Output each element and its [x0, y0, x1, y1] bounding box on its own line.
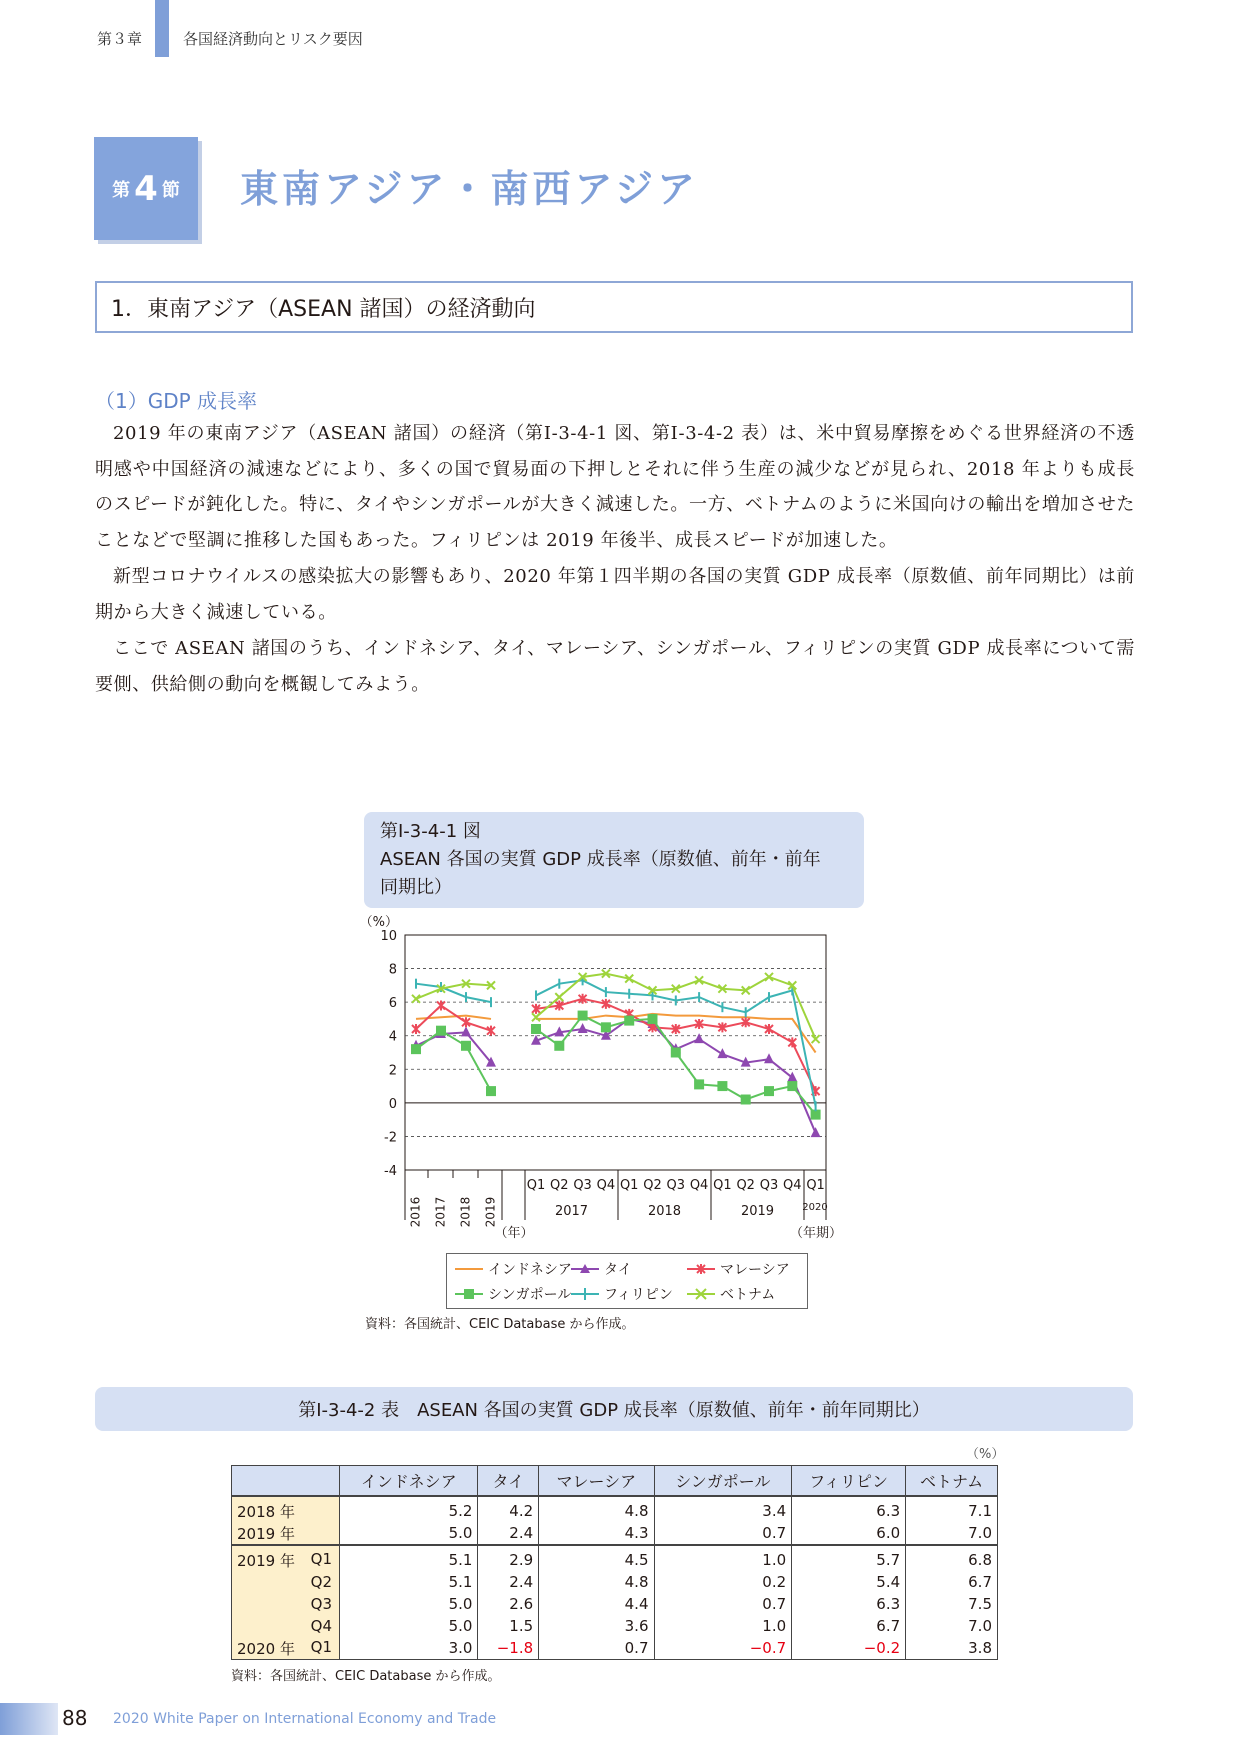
subsection-title: 1．東南アジア（ASEAN 諸国）の経済動向	[111, 296, 536, 322]
column-header: フィリピン	[792, 1466, 906, 1497]
data-point-square	[648, 1014, 658, 1024]
table-cell: 4.2	[478, 1496, 539, 1522]
series-line-quarterly	[536, 980, 816, 1106]
x-year-group-label: 2017	[554, 1204, 589, 1219]
table-cell: 6.7	[792, 1615, 906, 1637]
table-cell: −0.2	[792, 1637, 906, 1660]
table-cell: 4.8	[539, 1571, 654, 1593]
row-quarter: Q1	[310, 1637, 332, 1656]
legend-line-marker	[455, 1262, 485, 1276]
data-point-star	[718, 1022, 726, 1032]
data-point-star	[462, 1017, 470, 1027]
series-line-quarterly	[536, 999, 816, 1091]
table-cell: 6.3	[792, 1593, 906, 1615]
row-label	[232, 1571, 340, 1593]
data-point-star	[695, 1019, 703, 1029]
table-cell: 2.4	[478, 1571, 539, 1593]
data-point-cross	[718, 985, 726, 993]
legend-item-thailand	[571, 1258, 632, 1280]
x-quarter-label: Q3	[759, 1178, 779, 1193]
legend-item-philippines	[571, 1283, 673, 1305]
table-cell: 4.5	[539, 1545, 654, 1571]
y-tick-label: 10	[380, 929, 397, 944]
data-point-triangle	[578, 1023, 588, 1033]
data-point-triangle	[764, 1053, 774, 1063]
x-annual-unit: （年）	[494, 1226, 534, 1241]
legend-item-singapore	[455, 1283, 571, 1305]
paragraph: 2019 年の東南アジア（ASEAN 諸国）の経済（第Ⅰ-3-4-1 図、第Ⅰ-3-4-2 表）は、米中貿易摩擦をめぐる世界経済の不透明感や中国経済の減速などにより、多くの国で貿易面の下押しとそれに伴う生産の減少などが見られ、2018 年よりも成長のスピードが鈍化した。特に、タイやシンガポールが大きく減速した。一方、ベトナムのように米国向けの輸出を増加させたことなどで堅調に推移した国もあった。フィリピンは 2019 年後半、成長スピードが加速した。	[95, 423, 1135, 551]
data-point-triangle	[554, 1026, 564, 1036]
data-point-triangle	[601, 1030, 611, 1040]
table-cell: 7.1	[906, 1496, 998, 1522]
x-annual-label: 2016	[408, 1196, 423, 1228]
x-quarter-label: Q4	[689, 1178, 709, 1193]
x-quarter-label: Q4	[783, 1178, 802, 1193]
x-quarter-label: Q2	[550, 1178, 569, 1193]
data-point-star	[602, 999, 610, 1009]
chart-legend	[446, 1253, 808, 1309]
table-row	[232, 1522, 998, 1545]
table-cell: −0.7	[654, 1637, 792, 1660]
table-cell: 0.2	[654, 1571, 792, 1593]
data-point-star	[672, 1024, 680, 1034]
series-line-annual	[416, 984, 491, 1002]
x-year-group-label: 2018	[647, 1204, 682, 1219]
row-year: 2019 年	[237, 1551, 295, 1570]
row-label	[232, 1496, 340, 1522]
figure-source: 資料：各国統計、CEIC Database から作成。	[365, 1317, 635, 1332]
table-cell: −1.8	[478, 1637, 539, 1660]
legend-star-marker	[687, 1262, 717, 1276]
table-row	[232, 1545, 998, 1571]
table-cell: 4.3	[539, 1522, 654, 1545]
figure-number: 第Ⅰ-3-4-1 図	[380, 821, 481, 842]
y-tick-label: 0	[388, 1096, 397, 1112]
table-caption: 第Ⅰ-3-4-2 表 ASEAN 各国の実質 GDP 成長率（原数値、前年・前年同期比）	[95, 1387, 1133, 1431]
table-cell: 2.9	[478, 1545, 539, 1571]
data-point-star	[555, 1001, 563, 1011]
table-cell: 7.0	[906, 1522, 998, 1545]
data-point-star	[812, 1086, 820, 1096]
data-point-cross	[532, 1013, 540, 1021]
data-point-cross	[487, 981, 495, 989]
y-tick-label: 6	[388, 996, 397, 1012]
table-cell: 4.8	[539, 1496, 654, 1522]
table-source: 資料：各国統計、CEIC Database から作成。	[231, 1669, 501, 1684]
data-point-square	[531, 1024, 541, 1034]
data-point-square	[671, 1048, 681, 1058]
x-quarter-label: Q3	[573, 1178, 592, 1193]
table-cell: 4.4	[539, 1593, 654, 1615]
data-point-triangle	[436, 1028, 446, 1038]
data-point-star	[579, 994, 587, 1004]
figure-title-line: 同期比）	[380, 877, 452, 898]
row-label	[232, 1637, 340, 1660]
data-point-triangle	[787, 1072, 797, 1082]
page-number: 88	[62, 1706, 88, 1730]
data-point-star	[532, 1004, 540, 1014]
x-year-group-label: 2019	[740, 1204, 775, 1219]
data-point-square	[411, 1044, 421, 1054]
data-point-triangle	[671, 1043, 681, 1053]
table-cell: 1.0	[654, 1615, 792, 1637]
table-cell: 5.2	[340, 1496, 478, 1522]
y-tick-label: 4	[388, 1029, 397, 1045]
row-quarter: Q1	[310, 1549, 332, 1568]
table-row	[232, 1593, 998, 1615]
legend-label: フィリピン	[604, 1287, 673, 1303]
x-annual-label: 2017	[433, 1196, 448, 1228]
x-year-group-label: 2020	[802, 1202, 828, 1213]
body-text	[95, 416, 1135, 703]
row-label	[232, 1615, 340, 1637]
data-point-square	[601, 1022, 611, 1032]
data-point-triangle	[811, 1127, 821, 1137]
data-point-star	[437, 1001, 445, 1011]
legend-item-malaysia	[687, 1258, 790, 1280]
y-tick-label: -2	[384, 1130, 397, 1146]
y-tick-label: -4	[384, 1164, 397, 1179]
table-cell: 7.0	[906, 1615, 998, 1637]
table-row	[232, 1571, 998, 1593]
table-cell: 2.6	[478, 1593, 539, 1615]
column-header: タイ	[478, 1466, 539, 1497]
table-cell: 5.0	[340, 1593, 478, 1615]
legend-label: シンガポール	[488, 1287, 572, 1303]
plot-frame	[405, 935, 826, 1170]
x-quarter-label: Q1	[526, 1178, 546, 1193]
series-line-quarterly	[536, 1014, 816, 1053]
data-point-cross	[765, 973, 773, 981]
data-point-triangle	[717, 1048, 727, 1058]
data-point-square	[764, 1086, 774, 1096]
data-point-square	[461, 1041, 471, 1051]
data-point-square	[624, 1016, 634, 1026]
legend-label: タイ	[604, 1262, 632, 1278]
table-cell: 5.0	[340, 1615, 478, 1637]
data-point-square	[436, 1026, 446, 1036]
legend-plus-marker	[571, 1287, 601, 1301]
table-cell: 5.1	[340, 1571, 478, 1593]
row-quarter: Q2	[310, 1573, 332, 1591]
header-accent-bar	[155, 0, 169, 57]
data-point-cross	[812, 1035, 820, 1043]
data-point-star	[742, 1017, 750, 1027]
gdp-heading: （1）GDP 成長率	[95, 389, 258, 413]
data-point-cross	[437, 985, 445, 993]
data-point-cross	[788, 981, 796, 989]
gdp-table	[231, 1465, 998, 1660]
data-point-cross	[555, 993, 563, 1001]
table-cell: 0.7	[654, 1593, 792, 1615]
series-line-quarterly	[536, 1019, 816, 1133]
figure-title-line: ASEAN 各国の実質 GDP 成長率（原数値、前年・前年	[380, 849, 821, 870]
column-header: マレーシア	[539, 1466, 654, 1497]
data-point-triangle	[624, 1013, 634, 1023]
data-point-star	[487, 1026, 495, 1036]
column-header: ベトナム	[906, 1466, 998, 1497]
data-point-square	[694, 1079, 704, 1089]
table-cell: 3.0	[340, 1637, 478, 1660]
legend-label: インドネシア	[488, 1262, 572, 1278]
table-cell: 1.5	[478, 1615, 539, 1637]
legend-cross-marker	[687, 1287, 717, 1301]
table-cell: 6.8	[906, 1545, 998, 1571]
data-point-triangle	[694, 1033, 704, 1043]
data-point-triangle	[741, 1057, 751, 1067]
series-line-annual	[416, 1006, 491, 1031]
table-row	[232, 1615, 998, 1637]
table-corner-cell	[232, 1466, 340, 1497]
table-cell: 3.4	[654, 1496, 792, 1522]
legend-item-indonesia	[455, 1258, 572, 1280]
badge-number: 4	[134, 168, 158, 209]
data-point-cross	[579, 973, 587, 981]
data-point-cross	[412, 995, 420, 1003]
table-cell: 3.8	[906, 1637, 998, 1660]
x-quarter-label: Q1	[806, 1178, 825, 1193]
table-cell: 6.0	[792, 1522, 906, 1545]
data-point-square	[486, 1086, 496, 1096]
data-point-cross	[602, 970, 610, 978]
data-point-cross	[695, 976, 703, 984]
x-quarter-unit: （年期）	[789, 1226, 843, 1241]
table-cell: 5.1	[340, 1545, 478, 1571]
table-cell: 0.7	[539, 1637, 654, 1660]
table-cell: 1.0	[654, 1545, 792, 1571]
series-line-annual	[416, 1016, 491, 1019]
chapter-label: 第３章	[97, 30, 143, 48]
x-quarter-label: Q1	[619, 1178, 639, 1193]
column-header: シンガポール	[654, 1466, 792, 1497]
table-cell: 2.4	[478, 1522, 539, 1545]
table-row	[232, 1496, 998, 1522]
subsection-box	[95, 281, 1133, 333]
y-tick-label: 8	[388, 962, 397, 978]
row-year: 2018 年	[237, 1502, 295, 1521]
data-point-triangle	[531, 1035, 541, 1045]
data-point-square	[578, 1011, 588, 1021]
series-line-annual	[416, 1031, 491, 1091]
data-point-star	[788, 1037, 796, 1047]
series-line-annual	[416, 1032, 491, 1062]
table-cell: 5.4	[792, 1571, 906, 1593]
legend-square-marker	[455, 1287, 485, 1301]
legend-triangle-marker	[571, 1262, 601, 1276]
data-point-star	[625, 1009, 633, 1019]
badge-prefix: 第	[112, 179, 131, 201]
running-header	[0, 0, 1241, 70]
x-annual-label: 2019	[483, 1196, 498, 1228]
row-quarter: Q4	[310, 1617, 332, 1635]
series-line-quarterly	[536, 974, 816, 1039]
table-cell: 7.5	[906, 1593, 998, 1615]
data-point-star	[649, 1022, 657, 1032]
chapter-title: 各国経済動向とリスク要因	[183, 30, 363, 48]
data-point-star	[765, 1024, 773, 1034]
x-annual-label: 2018	[458, 1196, 473, 1228]
y-tick-label: 2	[388, 1063, 397, 1079]
table-header-row	[232, 1466, 998, 1497]
data-point-star	[412, 1024, 420, 1034]
data-point-square	[741, 1095, 751, 1105]
data-point-cross	[672, 985, 680, 993]
table-cell: 6.3	[792, 1496, 906, 1522]
table-cell: 3.6	[539, 1615, 654, 1637]
column-header: インドネシア	[340, 1466, 478, 1497]
x-quarter-label: Q2	[643, 1178, 662, 1193]
data-point-cross	[462, 980, 470, 988]
row-label	[232, 1545, 340, 1571]
x-quarter-label: Q2	[736, 1178, 755, 1193]
row-label	[232, 1522, 340, 1545]
data-point-triangle	[461, 1026, 471, 1036]
x-quarter-label: Q3	[666, 1178, 686, 1193]
table-cell: 5.7	[792, 1545, 906, 1571]
section-title: 東南アジア・南西アジア	[240, 166, 699, 211]
paragraph: ここで ASEAN 諸国のうち、インドネシア、タイ、マレーシア、シンガポール、フィリピンの実質 GDP 成長率について需要側、供給側の動向を概観してみよう。	[95, 638, 1135, 695]
x-quarter-label: Q4	[596, 1178, 616, 1193]
data-point-triangle	[648, 1018, 658, 1028]
data-point-square	[787, 1081, 797, 1091]
x-quarter-label: Q1	[713, 1178, 732, 1193]
y-axis-unit: （%）	[359, 915, 398, 930]
data-point-cross	[649, 986, 657, 994]
data-point-triangle	[486, 1057, 496, 1067]
section-badge	[94, 137, 198, 240]
data-point-square	[717, 1081, 727, 1091]
row-quarter: Q3	[310, 1595, 332, 1613]
data-point-square	[811, 1110, 821, 1120]
data-point-cross	[625, 975, 633, 983]
data-point-square	[554, 1041, 564, 1051]
footer-accent-bar	[0, 1703, 58, 1735]
table-row	[232, 1637, 998, 1660]
paragraph: 新型コロナウイルスの感染拡大の影響もあり、2020 年第１四半期の各国の実質 GDP 成長率（原数値、前年同期比）は前期から大きく減速している。	[95, 566, 1135, 623]
data-point-triangle	[411, 1040, 421, 1050]
footer-title: 2020 White Paper on International Economy and Trade	[113, 1711, 497, 1727]
figure-caption	[364, 812, 864, 908]
series-line-quarterly	[536, 1016, 816, 1115]
table-cell: 6.7	[906, 1571, 998, 1593]
legend-label: ベトナム	[720, 1287, 776, 1303]
legend-item-vietnam	[687, 1283, 775, 1305]
badge-suffix: 節	[161, 179, 180, 201]
row-label	[232, 1593, 340, 1615]
series-line-annual	[416, 984, 491, 999]
table-cell: 0.7	[654, 1522, 792, 1545]
row-year: 2020 年	[237, 1639, 295, 1658]
table-unit: （%）	[966, 1447, 1005, 1462]
data-point-cross	[742, 986, 750, 994]
row-year: 2019 年	[237, 1524, 295, 1543]
legend-label: マレーシア	[720, 1262, 790, 1278]
table-cell: 5.0	[340, 1522, 478, 1545]
